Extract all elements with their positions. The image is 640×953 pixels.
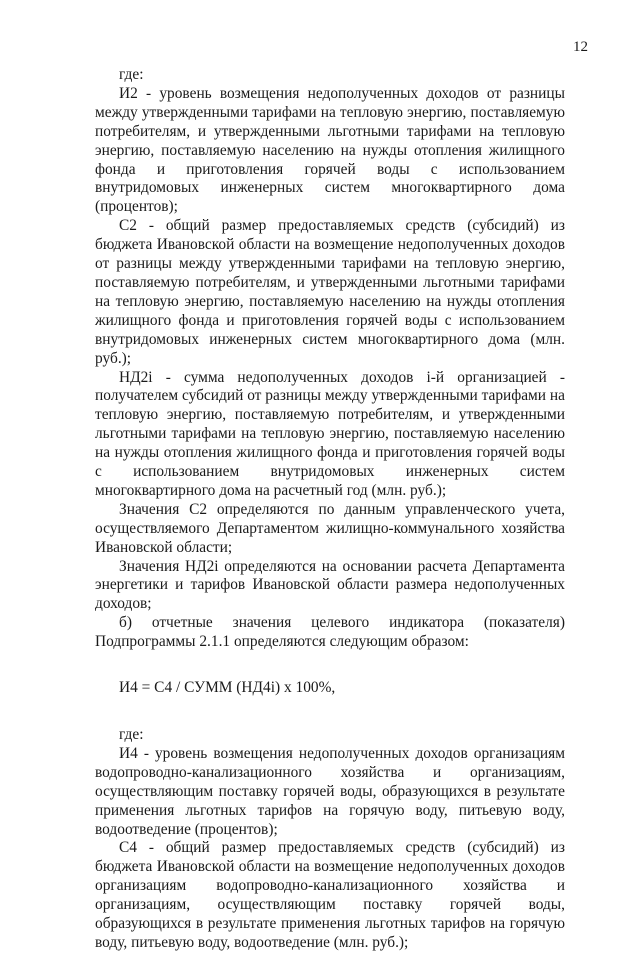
c2-values-paragraph: Значения С2 определяются по данным управленческого учета, осуществляемого Департаментом жилищно-коммунального хозяйства Ивановской области;: [95, 500, 565, 556]
nd2i-values-paragraph: Значения НД2i определяются на основании расчета Департамента энергетики и тарифов Ивановской области размера недополученных доходов;: [95, 557, 565, 613]
i4-definition: И4 - уровень возмещения недополученных доходов организациям водопроводно-канализационного хозяйства и организациям, осуществляющим поставку горячей воды, образующихся в результате применения льготных тарифов на горячую воду, питьевую воду, водоотведение (процентов);: [95, 744, 565, 838]
nd2i-definition: НД2i - сумма недополученных доходов i-й организацией - получателем субсидий от разницы между утвержденными тарифами на тепловую энергию, поставляемую потребителям, и утвержденными льготными тарифами на тепловую энергию, поставляемую населению на нужды отопления жилищного фонда и приготовления горячей воды с использованием внутридомовых инженерных систем многоквартирного дома на расчетный год (млн. руб.);: [95, 368, 565, 499]
item-b-paragraph: б) отчетные значения целевого индикатора (показателя) Подпрограммы 2.1.1 определяются следующим образом:: [95, 614, 565, 651]
where-label-2: где:: [119, 726, 144, 743]
where-label: где:: [119, 66, 144, 83]
formula-i4: И4 = С4 / СУММ (НД4i) x 100%,: [119, 679, 336, 697]
document-body: [95, 66, 565, 953]
c2-definition: С2 - общий размер предоставляемых средств (субсидий) из бюджета Ивановской области на возмещение недополученных доходов от разницы между утвержденными тарифами на тепловую энергию, поставляемую потребителям, и утвержденными льготными тарифами на тепловую энергию, поставляемую населению на нужды отопления жилищного фонда и приготовления горячей воды с использованием внутридомовых инженерных систем многоквартирного дома (млн. руб.);: [95, 217, 565, 367]
i2-definition: И2 - уровень возмещения недополученных доходов от разницы между утвержденными тарифами на тепловую энергию, поставляемую потребителям, и утвержденными льготными тарифами на тепловую энергию, поставляемую населению на нужды отопления жилищного фонда и приготовления горячей воды с использованием внутридомовых инженерных систем многоквартирного дома (процентов);: [95, 84, 565, 216]
page-number: 12: [573, 39, 588, 55]
c4-definition: С4 - общий размер предоставляемых средств (субсидий) из бюджета Ивановской области на возмещение недополученных доходов организациям водопроводно-канализационного хозяйства и организациям, осуществляющим поставку горячей воды, образующихся в результате применения льготных тарифов на горячую воду, питьевую воду, водоотведение (млн. руб.);: [95, 839, 565, 951]
